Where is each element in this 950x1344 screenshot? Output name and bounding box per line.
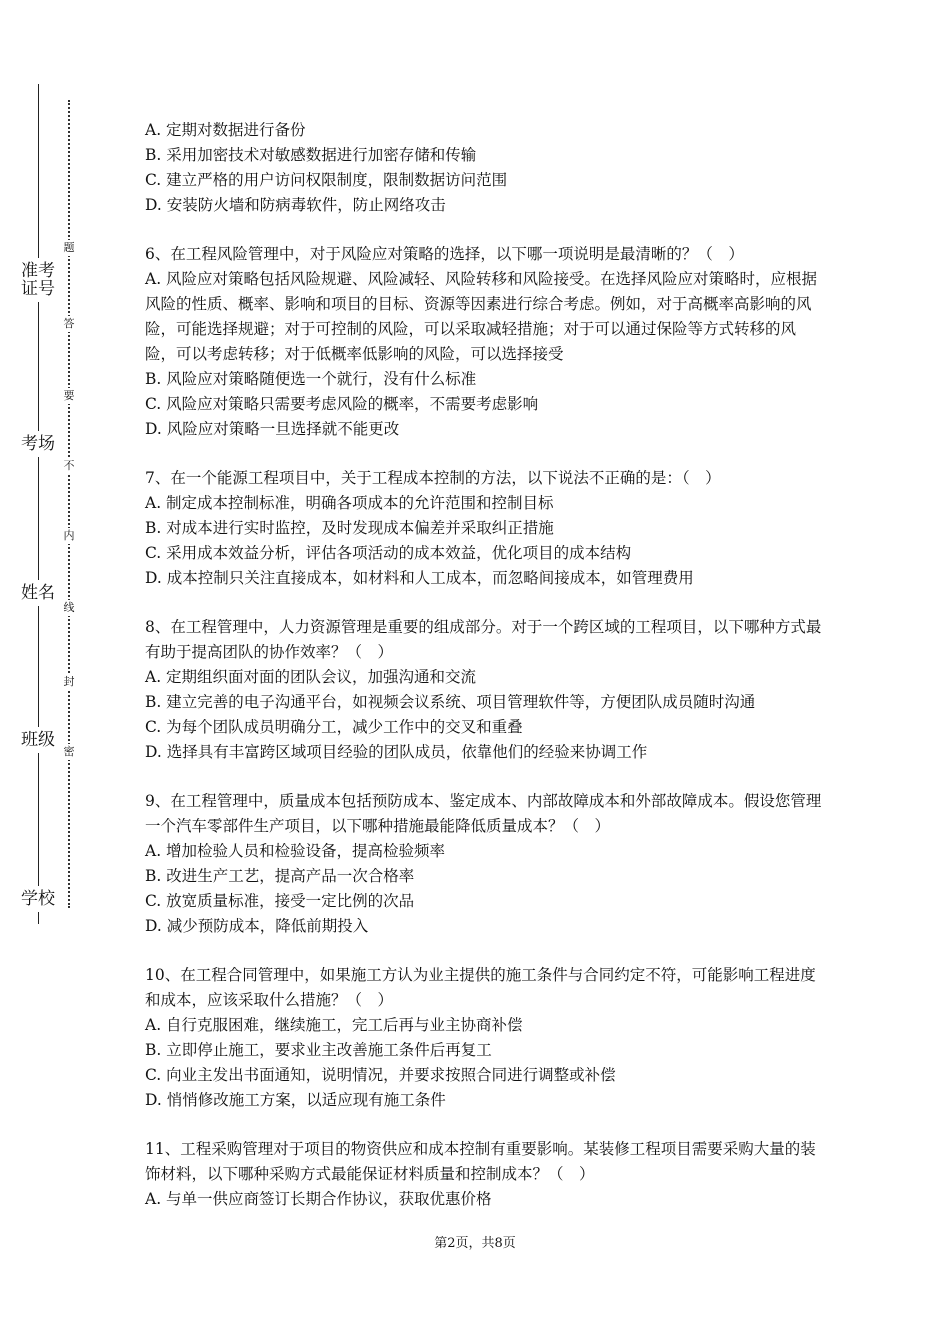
seal-char: 封 xyxy=(59,674,79,690)
question-11 xyxy=(145,1137,825,1212)
option: A. 增加检验人员和检验设备，提高检验频率 xyxy=(145,842,446,860)
question-stem: 11、工程采购管理对于项目的物资供应和成本控制有重要影响。某装修工程项目需要采购大量的装饰材料，以下哪种采购方式最能保证材料质量和控制成本？（ ） xyxy=(145,1140,816,1183)
carryover-options xyxy=(145,118,825,218)
option: B. 对成本进行实时监控，及时发现成本偏差并采取纠正措施 xyxy=(145,519,554,537)
option: B. 采用加密技术对敏感数据进行加密存储和传输 xyxy=(145,146,477,164)
option: A. 自行克服困难，继续施工，完工后再与业主协商补偿 xyxy=(145,1016,523,1034)
option: D. 减少预防成本，降低前期投入 xyxy=(145,917,369,935)
question-stem: 10、在工程合同管理中，如果施工方认为业主提供的施工条件与合同约定不符，可能影响工程进度和成本，应该采取什么措施？（ ） xyxy=(145,966,816,1009)
question-stem: 6、在工程风险管理中，对于风险应对策略的选择，以下哪一项说明是最清晰的？（ ） xyxy=(145,245,744,263)
seal-char: 内 xyxy=(59,528,79,544)
school-label: 学校 xyxy=(20,886,56,912)
question-9 xyxy=(145,789,825,939)
option: D. 安装防火墙和防病毒软件，防止网络攻击 xyxy=(145,196,446,214)
option: D. 悄悄修改施工方案，以适应现有施工条件 xyxy=(145,1091,446,1109)
option: B. 立即停止施工，要求业主改善施工条件后再复工 xyxy=(145,1041,492,1059)
seal-char: 不 xyxy=(59,458,79,474)
option: A. 定期组织面对面的团队会议，加强沟通和交流 xyxy=(145,668,477,686)
option: C. 风险应对策略只需要考虑风险的概率，不需要考虑影响 xyxy=(145,395,539,413)
question-8 xyxy=(145,615,825,765)
exam-number-label: 准考证号 xyxy=(20,258,56,302)
exam-room-label: 考场 xyxy=(20,431,56,457)
binding-margin xyxy=(0,0,110,1344)
option: B. 改进生产工艺，提高产品一次合格率 xyxy=(145,867,415,885)
option: A. 风险应对策略包括风险规避、风险减轻、风险转移和风险接受。在选择风险应对策略时，应根据风险的性质、概率、影响和项目的目标、资源等因素进行综合考虑。例如，对于高概率高影响的风险，可能选择规避；对于可控制的风险，可以采取减轻措施；对于可以通过保险等方式转移的风险，可以考虑转移；对于低概率低影响的风险，可以选择接受 xyxy=(145,270,818,363)
question-stem: 8、在工程管理中，人力资源管理是重要的组成部分。对于一个跨区域的工程项目，以下哪种方式最有助于提高团队的协作效率？（ ） xyxy=(145,618,822,661)
option: B. 风险应对策略随便选一个就行，没有什么标准 xyxy=(145,370,477,388)
binding-solid-line xyxy=(38,84,39,924)
seal-char: 题 xyxy=(59,240,79,256)
option: D. 选择具有丰富跨区域项目经验的团队成员，依靠他们的经验来协调工作 xyxy=(145,743,648,761)
option: C. 建立严格的用户访问权限制度，限制数据访问范围 xyxy=(145,171,508,189)
seal-char: 线 xyxy=(59,600,79,616)
question-7 xyxy=(145,466,825,591)
question-10 xyxy=(145,963,825,1113)
class-label: 班级 xyxy=(20,727,56,753)
question-6 xyxy=(145,242,825,442)
question-content xyxy=(145,118,825,1236)
option: C. 为每个团队成员明确分工，减少工作中的交叉和重叠 xyxy=(145,718,523,736)
question-stem: 7、在一个能源工程项目中，关于工程成本控制的方法，以下说法不正确的是：（ ） xyxy=(145,469,721,487)
page-number: 第2页，共8页 xyxy=(434,1236,516,1251)
seal-char: 密 xyxy=(59,744,79,760)
question-stem: 9、在工程管理中，质量成本包括预防成本、鉴定成本、内部故障成本和外部故障成本。假设您管理一个汽车零部件生产项目，以下哪种措施最能降低质量成本？（ ） xyxy=(145,792,822,835)
option: C. 向业主发出书面通知，说明情况，并要求按照合同进行调整或补偿 xyxy=(145,1066,616,1084)
name-label: 姓名 xyxy=(20,580,56,606)
option: D. 成本控制只关注直接成本，如材料和人工成本，而忽略间接成本，如管理费用 xyxy=(145,569,694,587)
option: A. 定期对数据进行备份 xyxy=(145,121,306,139)
option: B. 建立完善的电子沟通平台，如视频会议系统、项目管理软件等，方便团队成员随时沟通 xyxy=(145,693,756,711)
seal-dotted-line xyxy=(68,100,70,908)
option: C. 放宽质量标准，接受一定比例的次品 xyxy=(145,892,415,910)
option: A. 制定成本控制标准，明确各项成本的允许范围和控制目标 xyxy=(145,494,554,512)
option: D. 风险应对策略一旦选择就不能更改 xyxy=(145,420,400,438)
option: C. 采用成本效益分析，评估各项活动的成本效益，优化项目的成本结构 xyxy=(145,544,632,562)
seal-char: 要 xyxy=(59,388,79,404)
seal-char: 答 xyxy=(59,316,79,332)
option: A. 与单一供应商签订长期合作协议，获取优惠价格 xyxy=(145,1190,492,1208)
